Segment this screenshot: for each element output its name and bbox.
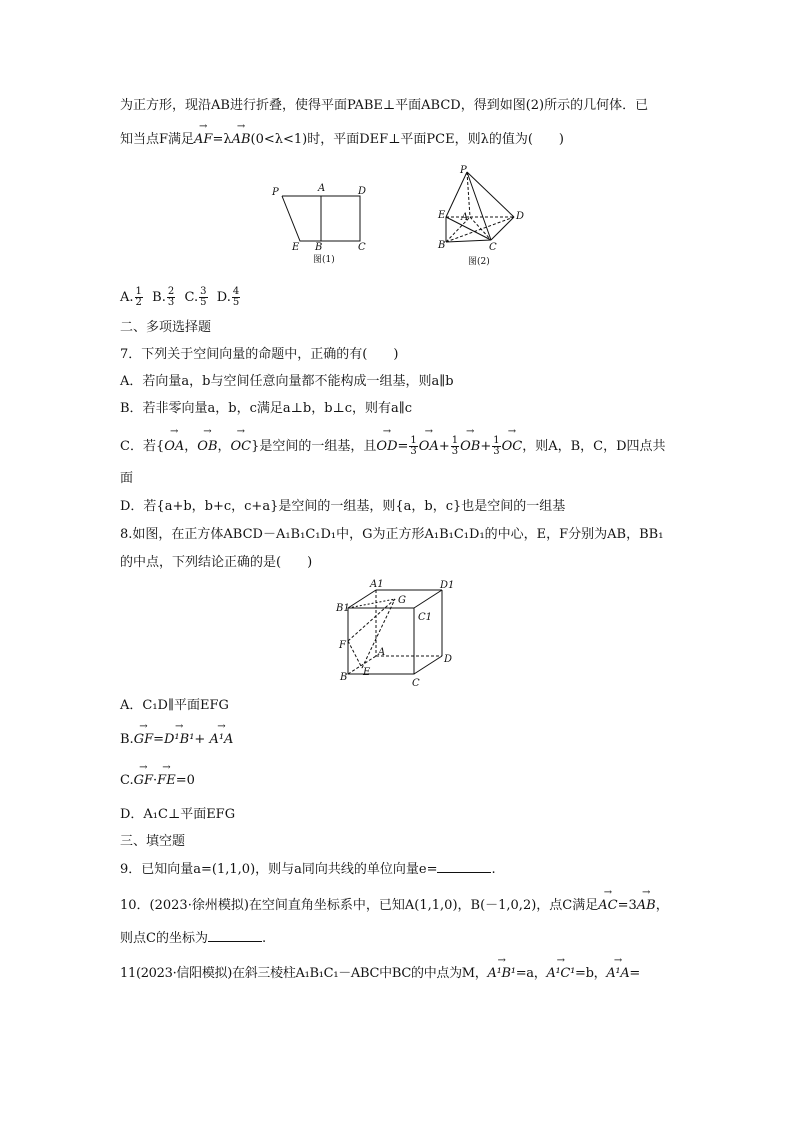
cube-front-face <box>348 608 414 674</box>
q8-option-a: A．C₁D∥平面EFG <box>120 698 229 713</box>
fig1-label-p: P <box>272 187 279 198</box>
q6-condition: (0<λ<1)时，平面DEF⊥平面PCE，则λ的值为( ) <box>250 132 564 147</box>
fig2-p-d <box>467 172 514 217</box>
cube-label-a: A <box>378 647 386 658</box>
vector-a1b1: → A¹B¹ <box>488 965 516 983</box>
q6-eq-lambda: =λ <box>212 132 232 147</box>
fig2-label-e: E <box>438 210 446 221</box>
fig2-label-d: D <box>516 211 525 222</box>
fig2-caption: 图(2) <box>468 257 490 267</box>
fig2-b-d <box>446 217 514 242</box>
cube-label-b1: B1 <box>336 603 350 614</box>
fig2-c-d <box>491 217 514 240</box>
q7-option-c-line2: 面 <box>120 471 134 486</box>
cube-line-f-g <box>348 599 395 641</box>
cube-figure <box>334 578 464 688</box>
q6-options <box>120 286 241 310</box>
vector-a1a-q11: → A¹A <box>606 965 629 983</box>
fig2-b-c <box>446 240 491 242</box>
fig1-label-e: E <box>292 242 300 253</box>
q8-line2: 的中点，下列结论正确的是( ) <box>120 555 313 570</box>
fig2-a-c <box>470 217 491 240</box>
q8-option-c: C.→ GF·→ FE=0 <box>120 772 195 790</box>
q7-option-c: C．若{→ OA，→ OB，→ OC}是空间的一组基，且→ OD= $\frac{1}{3}$ → OA+ $\frac{1}{3}$ → OB+ $\frac{1}{3}$ → OC，则A，B，C，D四点共 <box>120 436 666 458</box>
q6-line1: 为正方形，现沿AB进行折叠，使得平面PABE⊥平面ABCD，得到如图(2)所示的几何体．已 <box>120 98 649 113</box>
q8-line1: 8.如图，在正方体ABCD－A₁B₁C₁D₁中，G为正方形A₁B₁C₁D₁的中心，E，F分别为AB，BB₁ <box>120 527 664 542</box>
vector-oa: → OA <box>164 436 184 458</box>
q6-option-b: B. $\frac{2}{3}$ <box>152 286 175 308</box>
cube-label-c1: C1 <box>418 612 433 623</box>
fig2-label-p: P <box>460 165 467 176</box>
cube-edge-b1-a1 <box>348 590 376 608</box>
q7-stem: 7．下列关于空间向量的命题中，正确的有( ) <box>120 347 399 362</box>
vector-gf: → GF <box>134 731 153 749</box>
q7-option-b: B．若非零向量a，b，c满足a⊥b，b⊥c，则有a∥c <box>120 401 413 416</box>
vector-d1b1: → D¹B¹ <box>164 731 194 749</box>
section-heading-multiple-choice: 二、多项选择题 <box>120 320 212 335</box>
q10-answer-blank[interactable] <box>208 929 262 942</box>
q8-option-d: D．A₁C⊥平面EFG <box>120 807 236 822</box>
cube-label-e: E <box>363 667 371 678</box>
cube-label-b: B <box>340 672 348 683</box>
q6-line2-start: 知当点F满足 <box>120 132 195 147</box>
vector-ac: → AC <box>598 897 617 915</box>
fig1-label-b: B <box>315 242 323 253</box>
fig1-caption: 图(1) <box>313 255 335 265</box>
cube-edge-c-d <box>414 656 442 674</box>
vector-od: → OD <box>376 436 397 458</box>
q8-option-b: B.→ GF=→ D¹B¹+ → A¹A <box>120 731 233 749</box>
section-heading-fill-in: 三、填空题 <box>120 834 186 849</box>
vector-a1c1: → A¹C¹ <box>546 965 575 983</box>
fig1-label-a: A <box>318 183 326 194</box>
q6-line2 <box>120 131 564 149</box>
q7-option-d: D．若{a+b，b+c，c+a}是空间的一组基，则{a，b，c}也是空间的一组基 <box>120 499 566 514</box>
vector-ab: → AB <box>232 131 251 149</box>
figure-1 <box>270 180 380 270</box>
figure-2 <box>436 164 536 270</box>
vector-a1a: → A¹A <box>209 731 233 749</box>
cube-label-d1: D1 <box>440 580 455 591</box>
q6-option-d: D. $\frac{4}{5}$ <box>216 286 240 308</box>
cube-label-f: F <box>339 640 346 651</box>
fig2-p-e <box>446 172 467 217</box>
fig2-label-b: B <box>438 240 446 251</box>
cube-label-a1: A1 <box>370 579 384 590</box>
q6-option-a: A. $\frac{1}{2}$ <box>120 286 142 308</box>
fig1-label-c: C <box>358 242 366 253</box>
vector-fe: → FE <box>157 772 176 790</box>
q10-line1: 10．(2023·徐州模拟)在空间直角坐标系中，已知A(1,1,0)，B(－1,0,2)，点C满足→ AC=3→ AB， <box>120 897 669 915</box>
cube-edge-c1-d1 <box>414 590 442 608</box>
q11: 11(2023·信阳模拟)在斜三棱柱A₁B₁C₁－ABC中BC的中点为M，→ A¹B¹=a，→ A¹C¹=b，→ A¹A= <box>120 965 640 983</box>
fig2-label-c: C <box>489 242 497 253</box>
fig1-label-d: D <box>358 186 367 197</box>
q6-option-c: C. $\frac{3}{5}$ <box>184 286 207 308</box>
cube-label-c: C <box>412 678 420 689</box>
cube-line-f-e <box>348 641 362 668</box>
q7-option-a: A．若向量a，b与空间任意向量都不能构成一组基，则a∥b <box>120 374 454 389</box>
cube-hidden-b-a <box>348 656 376 674</box>
vector-oc: → OC <box>231 436 252 458</box>
cube-label-d: D <box>444 654 453 665</box>
vector-ob: → OB <box>197 436 217 458</box>
q10-line2: 则点C的坐标为 . <box>120 931 267 946</box>
cube-label-g: G <box>398 595 406 606</box>
fig2-label-a: A <box>461 212 469 223</box>
q9: 9．已知向量a=(1,1,0)，则与a同向共线的单位向量e= . <box>120 862 496 877</box>
fraction-one-third: $\frac{1}{3}$ <box>410 435 417 457</box>
q9-answer-blank[interactable] <box>437 860 491 873</box>
vector-af: → AF <box>194 131 212 149</box>
